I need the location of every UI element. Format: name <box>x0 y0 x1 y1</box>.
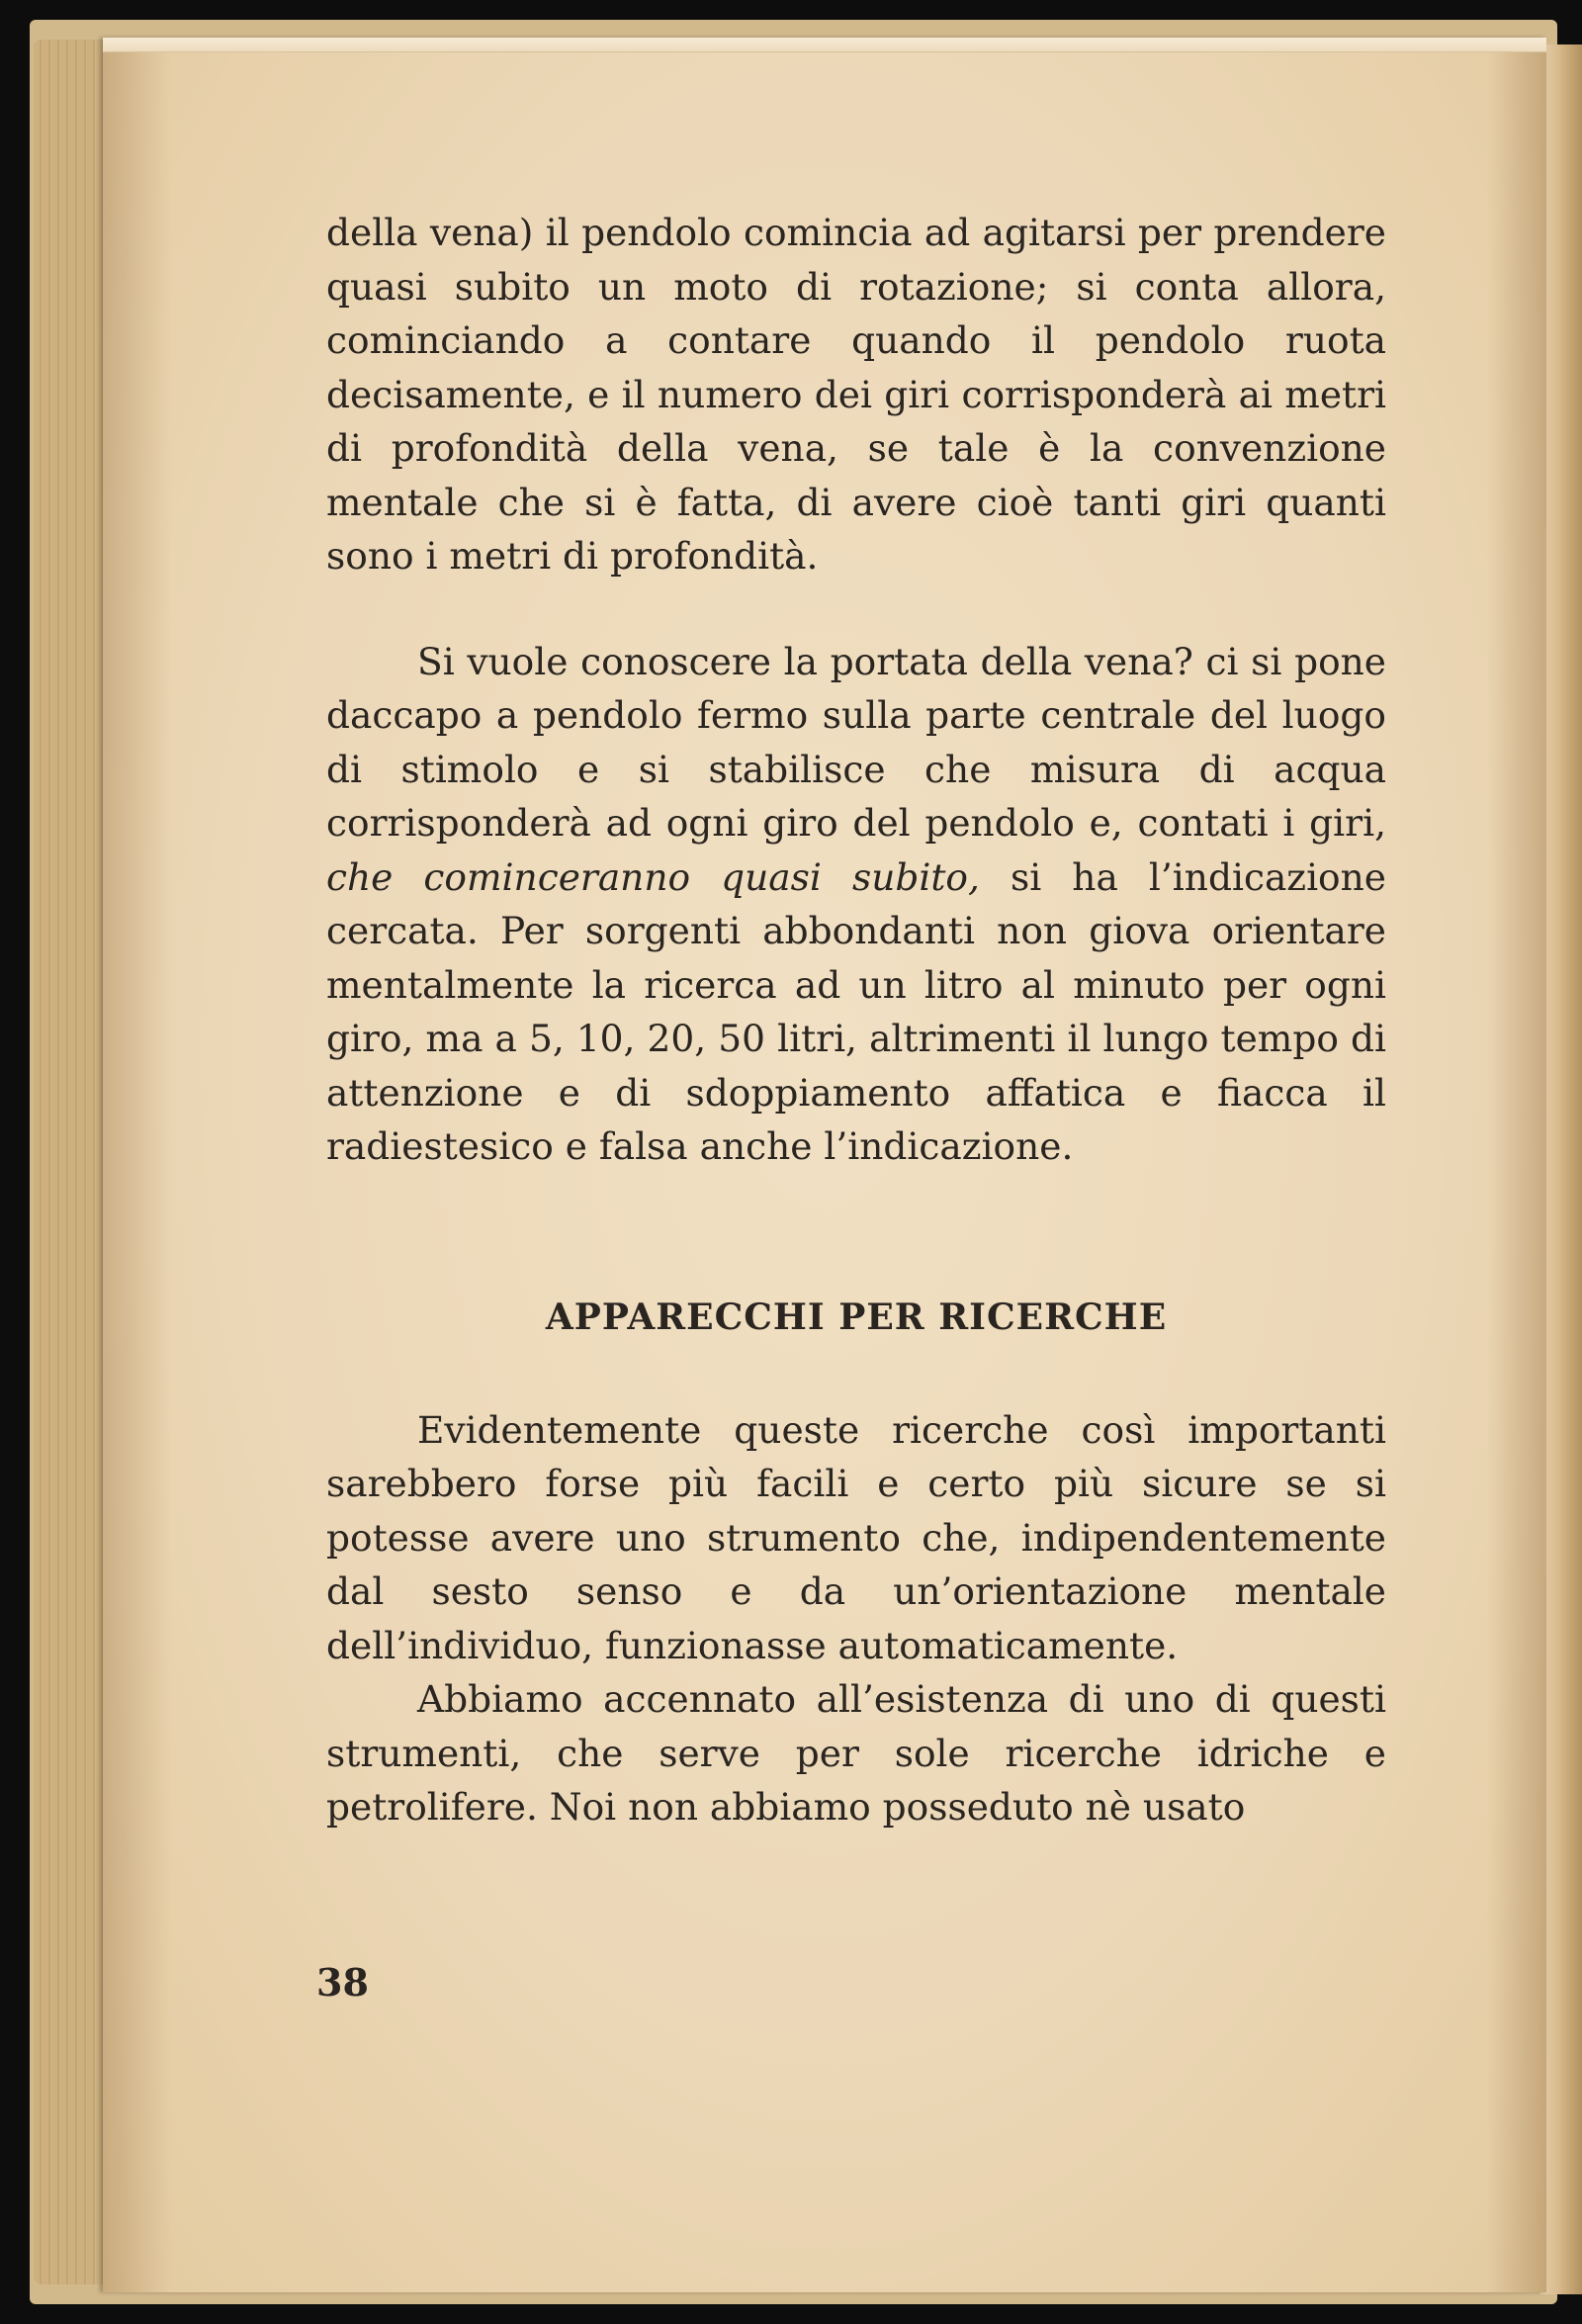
page-stack-right <box>1540 45 1582 2294</box>
italic-phrase: che cominceranno quasi subito, <box>326 854 980 899</box>
body-text <box>326 206 1386 1834</box>
page-top-edge <box>103 38 1546 52</box>
page-stack-left <box>34 40 113 2284</box>
section-heading: APPARECCHI PER RICERCHE <box>545 1296 1168 1338</box>
paragraph-continued: della vena) il pendolo comincia ad agitarsi per prendere quasi subito un moto di rotazione; si conta allora, cominciando a contare quando il pendolo ruota decisamente, e il numero dei giri corrisponderà ai metri di profondità della vena, se tale è la convenzione mentale che si è fatta, di avere cioè tanti giri quanti sono i metri di profondità. <box>326 211 1386 578</box>
page-number: 38 <box>316 1960 369 2005</box>
paragraph-mentioned: Abbiamo accennato all’esistenza di uno di questi strumenti, che serve per sole ricerche idriche e petrolifere. Noi non abbiamo posseduto nè usato <box>326 1677 1386 1829</box>
paragraph-flow-rate <box>326 635 1386 1174</box>
paragraph-instruments: Evidentemente queste ricerche così importanti sarebbero forse più facili e certo più sicure se si potesse avere uno strumento che, indipendentemente dal sesto senso e da un’orientazione mentale dell’individuo, funzionasse automaticamente. <box>326 1407 1386 1667</box>
paragraph-text: si ha l’indicazione cercata. Per sorgenti abbondanti non giova orientare mentalmente la ricerca ad un litro al minuto per ogni giro, ma a 5, 10, 20, 50 litri, altrimenti il lungo tempo di attenzione e di sdoppiamento affatica e fiacca il radiestesico e falsa anche l’indicazione. <box>326 854 1386 1168</box>
paragraph-text: Si vuole conoscere la portata della vena? ci si pone daccapo a pendolo fermo sulla parte centrale del luogo di stimolo e si stabilisce che misura di acqua corrisponderà ad ogni giro del pendolo e, contati i giri, <box>326 639 1386 845</box>
